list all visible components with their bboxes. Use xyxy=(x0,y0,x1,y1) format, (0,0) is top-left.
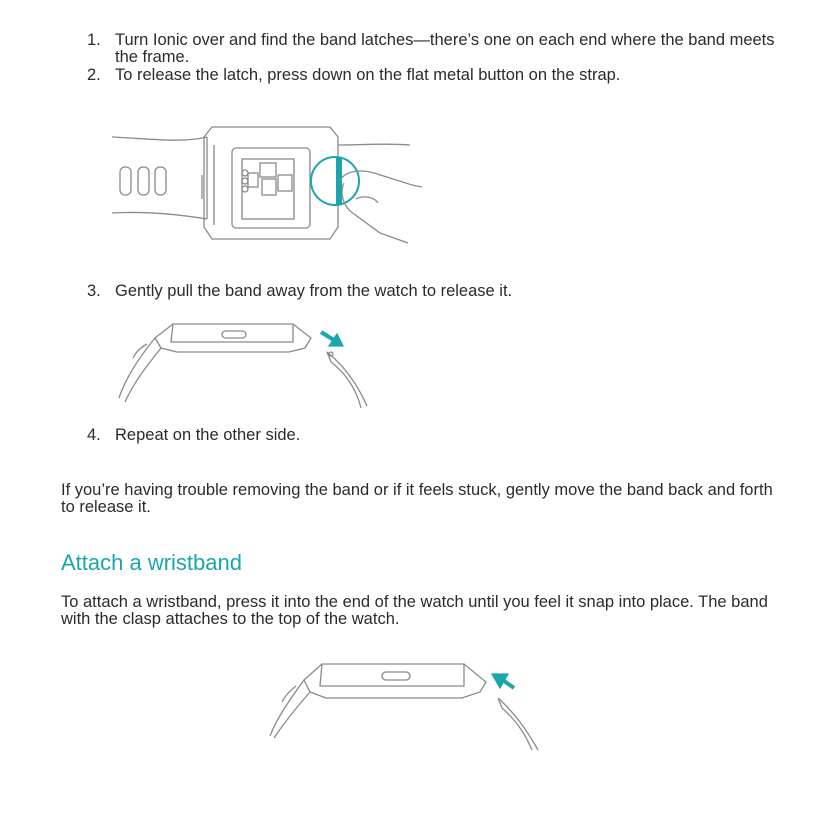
attach-paragraph: To attach a wristband, press it into the end of the watch until you feel it snap into place. The band with the clasp attaches to the top of the watch. xyxy=(61,593,768,628)
step-number: 2. xyxy=(87,66,101,84)
band-removal-illustration-icon xyxy=(115,318,375,410)
step-number: 3. xyxy=(87,282,101,300)
step-number: 1. xyxy=(87,31,101,49)
step-4 xyxy=(87,427,777,444)
step-text: Gently pull the band away from the watch to release it. xyxy=(115,282,513,300)
section-heading: Attach a wristband xyxy=(61,550,242,575)
watch-back-latch-illustration-icon xyxy=(112,115,422,250)
step-text: Repeat on the other side. xyxy=(115,426,301,444)
step-1 xyxy=(87,32,777,66)
step-text: To release the latch, press down on the flat metal button on the strap. xyxy=(115,66,621,84)
step-3 xyxy=(87,283,777,300)
band-attach-illustration-icon xyxy=(268,660,548,752)
step-2 xyxy=(87,67,777,84)
step-text: Turn Ionic over and find the band latches—there’s one on each end where the band meets the frame. xyxy=(115,31,775,66)
trouble-paragraph: If you’re having trouble removing the band or if it feels stuck, gently move the band back and forth to release it. xyxy=(61,481,773,516)
step-number: 4. xyxy=(87,426,101,444)
